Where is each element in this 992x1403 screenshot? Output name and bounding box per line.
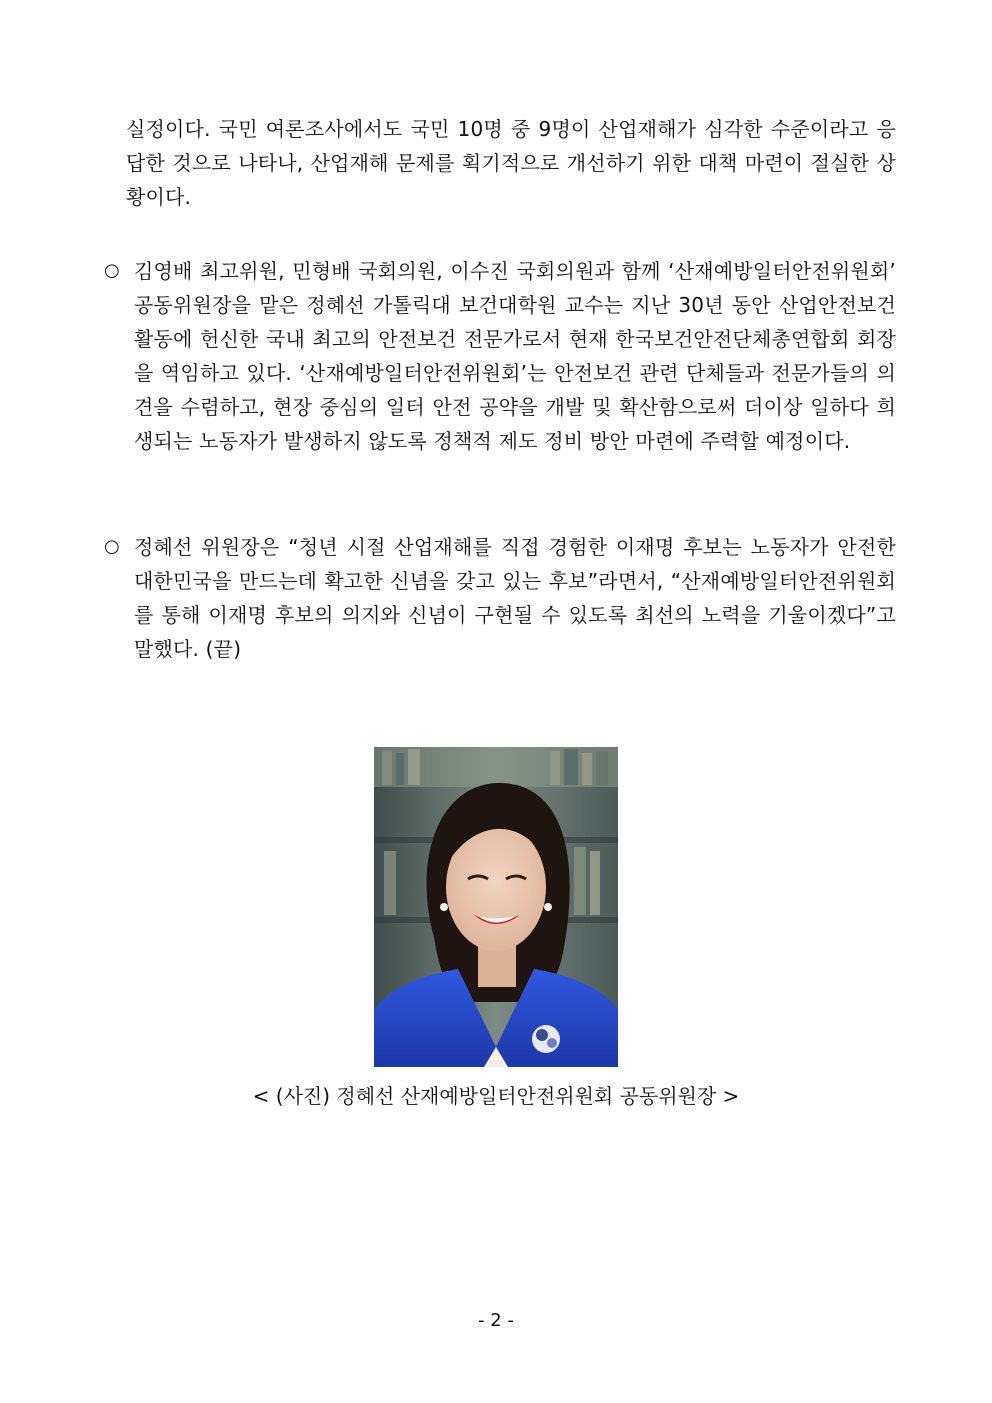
paragraph-text: 정혜선 위원장은 “청년 시절 산업재해를 직접 경험한 이재명 후보는 노동자가 안전한 대한민국을 만드는데 확고한 신념을 갖고 있는 후보”라면서, “산재예방일터안전위원회를 통해 이재명 후보의 의지와 신념이 구현될 수 있도록 최선의 노력을 기울이겠다”고 말했다. (끝) bbox=[134, 535, 896, 661]
paragraph-text: 실정이다. 국민 여론조사에서도 국민 10명 중 9명이 산업재해가 심각한 수준이라고 응답한 것으로 나타나, 산업재해 문제를 획기적으로 개선하기 위한 대책 마련이 절실한 상황이다. bbox=[126, 117, 896, 209]
paragraph-text: 김영배 최고위원, 민형배 국회의원, 이수진 국회의원과 함께 ‘산재예방일터안전위원회’ 공동위원장을 맡은 정혜선 가톨릭대 보건대학원 교수는 지난 30년 동안 산업안전보건 활동에 헌신한 국내 최고의 안전보건 전문가로서 현재 한국보건안전단체총연합회 회장을 역임하고 있다. ‘산재예방일터안전위원회’는 안전보건 관련 단체들과 전문가들의 의견을 수렴하고, 현장 중심의 일터 안전 공약을 개발 및 확산함으로써 더이상 일하다 희생되는 노동자가 발생하지 않도록 정책적 제도 정비 방안 마련에 주력할 예정이다. bbox=[134, 259, 896, 453]
circle-bullet-icon: ○ bbox=[104, 536, 120, 557]
circle-bullet-icon: ○ bbox=[104, 260, 120, 281]
paragraph-continuation bbox=[126, 112, 896, 214]
portrait-photo bbox=[374, 747, 618, 1067]
portrait-photo-icon bbox=[374, 747, 618, 1067]
bullet-paragraph-1 bbox=[104, 254, 896, 458]
photo-caption: < (사진) 정혜선 산재예방일터안전위원회 공동위원장 > bbox=[252, 1084, 740, 1108]
bullet-paragraph-2 bbox=[104, 530, 896, 666]
page-number: - 2 - bbox=[478, 1310, 514, 1331]
